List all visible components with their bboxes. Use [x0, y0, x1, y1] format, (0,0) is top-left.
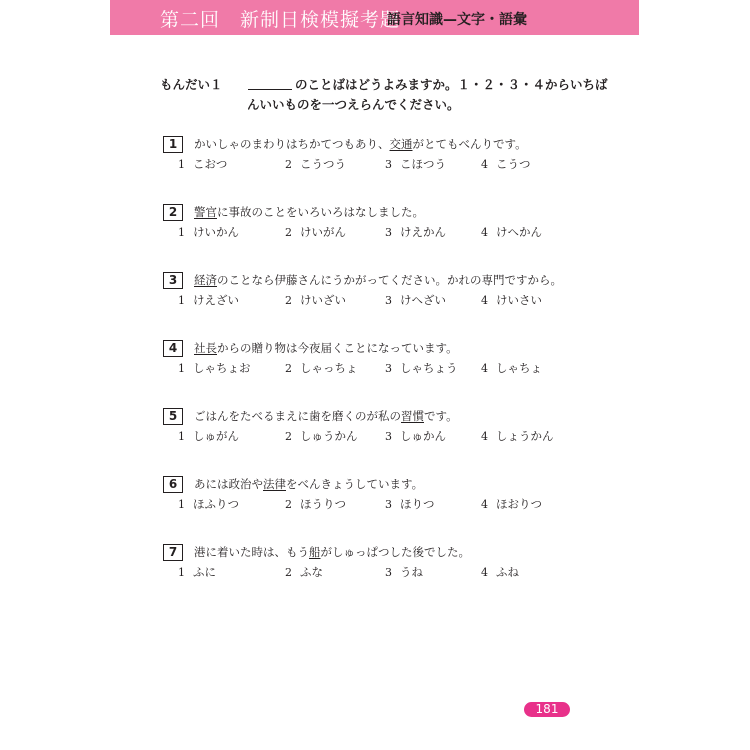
- question-text: [194, 272, 562, 289]
- option-reading: けいさい: [496, 293, 542, 307]
- instruction-label: もんだい１: [160, 77, 223, 92]
- option-number: 3: [385, 294, 392, 307]
- answer-option[interactable]: [385, 156, 446, 173]
- question-text-pre: ごはんをたべるまえに歯を磨くのが私の: [194, 409, 401, 423]
- question-text-pre: あには政治や: [194, 477, 263, 491]
- option-reading: けへかん: [496, 225, 542, 239]
- question-target-word: 法律: [263, 477, 286, 491]
- option-number: 4: [481, 430, 488, 443]
- question-target-word: 経済: [194, 273, 217, 287]
- option-number: 2: [285, 158, 292, 171]
- option-number: 3: [385, 226, 392, 239]
- option-number: 2: [285, 294, 292, 307]
- answer-option[interactable]: [178, 292, 239, 309]
- instruction-blank-line: [248, 89, 292, 90]
- option-reading: しゃちょう: [400, 361, 458, 375]
- option-number: 2: [285, 566, 292, 579]
- option-reading: けえざい: [193, 293, 239, 307]
- answer-option[interactable]: [285, 224, 346, 241]
- option-number: 2: [285, 498, 292, 511]
- question-target-word: 船: [309, 545, 321, 559]
- question-6: [163, 476, 583, 520]
- option-reading: ふね: [496, 565, 519, 579]
- option-reading: けいかん: [193, 225, 239, 239]
- answer-option[interactable]: [481, 292, 542, 309]
- answer-option[interactable]: [285, 292, 346, 309]
- question-7: [163, 544, 583, 588]
- option-number: 1: [178, 362, 185, 375]
- question-number: 3: [163, 272, 183, 289]
- option-reading: ほりつ: [400, 497, 435, 511]
- option-number: 1: [178, 294, 185, 307]
- question-text-post: に事故のことをいろいろはなしました。: [217, 205, 424, 219]
- option-reading: ほおりつ: [496, 497, 542, 511]
- option-reading: こうつう: [300, 157, 346, 171]
- answer-option[interactable]: [385, 224, 446, 241]
- option-number: 4: [481, 158, 488, 171]
- option-number: 2: [285, 362, 292, 375]
- answer-option[interactable]: [481, 428, 554, 445]
- question-number: 7: [163, 544, 183, 561]
- question-number: 2: [163, 204, 183, 221]
- question-text-post: をべんきょうしています。: [286, 477, 424, 491]
- option-reading: しゃちょ: [496, 361, 542, 375]
- header-subtitle: 語言知識—文字・語彙: [387, 12, 527, 28]
- option-number: 4: [481, 226, 488, 239]
- question-text-post: からの贈り物は今夜届くことになっています。: [217, 341, 458, 355]
- answer-option[interactable]: [178, 360, 251, 377]
- option-reading: けへざい: [400, 293, 446, 307]
- option-reading: けいざい: [300, 293, 346, 307]
- option-reading: ふな: [300, 565, 323, 579]
- question-text: [194, 476, 423, 493]
- option-reading: けいがん: [300, 225, 346, 239]
- instruction-line-1: のことばはどうよみますか。１・２・３・４からいちば: [295, 77, 608, 92]
- question-4: [163, 340, 583, 384]
- question-1: [163, 136, 583, 180]
- option-number: 1: [178, 158, 185, 171]
- option-reading: うね: [400, 565, 423, 579]
- option-number: 4: [481, 566, 488, 579]
- question-text-post: のことなら伊藤さんにうかがってください。かれの専門ですから。: [217, 273, 562, 287]
- answer-option[interactable]: [385, 428, 446, 445]
- option-reading: しゃちょお: [193, 361, 251, 375]
- header-title: 第二回 新制日検模擬考題: [160, 9, 401, 31]
- instruction-line-2: んいいものを一つえらんでください。: [247, 97, 460, 112]
- option-number: 2: [285, 226, 292, 239]
- option-reading: こおつ: [193, 157, 228, 171]
- option-number: 2: [285, 430, 292, 443]
- question-3: [163, 272, 583, 316]
- answer-option[interactable]: [285, 156, 346, 173]
- option-number: 4: [481, 498, 488, 511]
- question-text: [194, 204, 424, 221]
- answer-option[interactable]: [385, 564, 423, 581]
- option-reading: ふに: [193, 565, 216, 579]
- option-reading: しゅうかん: [300, 429, 358, 443]
- option-number: 1: [178, 498, 185, 511]
- answer-option[interactable]: [385, 496, 435, 513]
- question-target-word: 警官: [194, 205, 217, 219]
- answer-option[interactable]: [481, 496, 542, 513]
- answer-option[interactable]: [385, 360, 458, 377]
- question-target-word: 社長: [194, 341, 217, 355]
- option-reading: しゅがん: [193, 429, 239, 443]
- option-reading: こほつう: [400, 157, 446, 171]
- option-number: 4: [481, 362, 488, 375]
- option-number: 1: [178, 430, 185, 443]
- option-number: 3: [385, 158, 392, 171]
- answer-option[interactable]: [481, 156, 531, 173]
- question-text-post: がしゅっぱつした後でした。: [320, 545, 470, 559]
- question-text-pre: かいしゃのまわりはちかてつもあり、: [194, 137, 390, 151]
- answer-option[interactable]: [178, 156, 227, 173]
- question-target-word: 交通: [389, 137, 413, 151]
- question-text-pre: 港に着いた時は、もう: [194, 545, 309, 559]
- option-reading: ほうりつ: [300, 497, 346, 511]
- option-reading: ほふりつ: [193, 497, 239, 511]
- option-number: 1: [178, 566, 185, 579]
- option-number: 3: [385, 430, 392, 443]
- option-reading: しゅかん: [400, 429, 446, 443]
- answer-option[interactable]: [285, 428, 358, 445]
- question-number: 4: [163, 340, 183, 357]
- question-2: [163, 204, 583, 248]
- question-number: 5: [163, 408, 183, 425]
- question-target-word: 習慣: [401, 409, 424, 423]
- answer-option[interactable]: [481, 224, 542, 241]
- question-text: [194, 544, 470, 561]
- answer-option[interactable]: [285, 564, 323, 581]
- question-text-post: がとてもべんりです。: [412, 137, 527, 151]
- answer-option[interactable]: [385, 292, 446, 309]
- answer-option[interactable]: [481, 360, 542, 377]
- answer-option[interactable]: [178, 428, 239, 445]
- question-text: [194, 340, 458, 357]
- answer-option[interactable]: [178, 564, 216, 581]
- option-reading: こうつ: [496, 157, 531, 171]
- question-text: [194, 408, 458, 425]
- option-number: 3: [385, 498, 392, 511]
- question-text: [194, 136, 527, 153]
- option-reading: しゃっちょ: [300, 361, 358, 375]
- answer-option[interactable]: [285, 360, 358, 377]
- answer-option[interactable]: [178, 496, 239, 513]
- question-number: 1: [163, 136, 183, 153]
- option-number: 4: [481, 294, 488, 307]
- question-5: [163, 408, 583, 452]
- answer-option[interactable]: [481, 564, 519, 581]
- option-reading: しょうかん: [496, 429, 554, 443]
- option-number: 1: [178, 226, 185, 239]
- option-number: 3: [385, 566, 392, 579]
- answer-option[interactable]: [285, 496, 346, 513]
- question-number: 6: [163, 476, 183, 493]
- answer-option[interactable]: [178, 224, 239, 241]
- option-number: 3: [385, 362, 392, 375]
- page-number: 181: [524, 702, 570, 717]
- question-text-post: です。: [424, 409, 458, 423]
- option-reading: けえかん: [400, 225, 446, 239]
